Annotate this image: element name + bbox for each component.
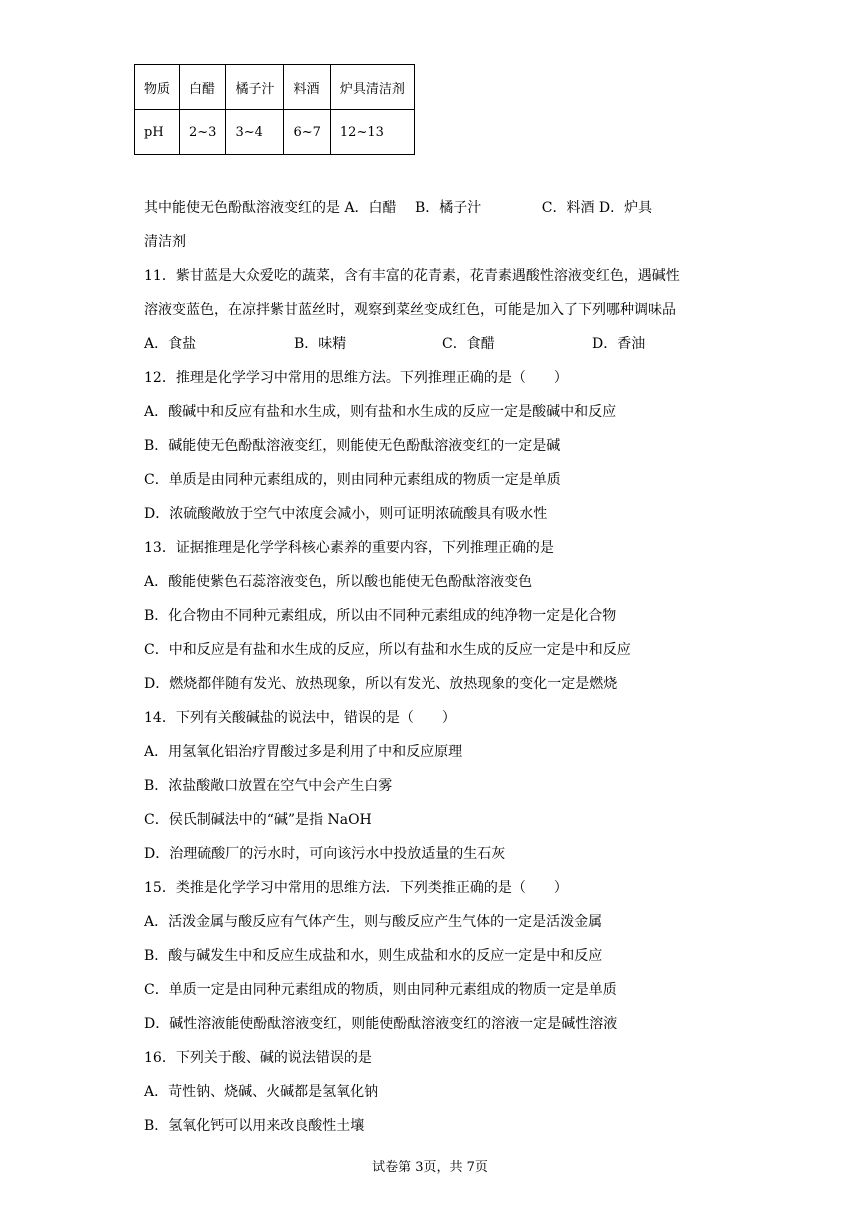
q12-option-c: C．单质是由同种元素组成的，则由同种元素组成的物质一定是单质 xyxy=(144,472,561,488)
q15-option-a: A．活泼金属与酸反应有气体产生，则与酸反应产生气体的一定是活泼金属 xyxy=(144,914,603,930)
table-cell: 12~13 xyxy=(330,110,414,155)
q14-stem: 14．下列有关酸碱盐的说法中，错误的是（ ） xyxy=(144,710,456,726)
q13-stem: 13．证据推理是化学学科核心素养的重要内容，下列推理正确的是 xyxy=(144,540,554,556)
q15-option-b: B．酸与碱发生中和反应生成盐和水，则生成盐和水的反应一定是中和反应 xyxy=(144,948,603,964)
q13-option-b: B．化合物由不同种元素组成，所以由不同种元素组成的纯净物一定是化合物 xyxy=(144,608,617,624)
q13-option-d: D．燃烧都伴随有发光、放热现象，所以有发光、放热现象的变化一定是燃烧 xyxy=(144,676,618,692)
q16-option-a: A．苛性钠、烧碱、火碱都是氢氧化钠 xyxy=(144,1084,379,1100)
table-cell: 6~7 xyxy=(284,110,330,155)
q11-option-d: D．香油 xyxy=(592,336,646,352)
q14-option-d: D．治理硫酸厂的污水时，可向该污水中投放适量的生石灰 xyxy=(144,846,506,862)
table-cell: 3~4 xyxy=(226,110,284,155)
table-cell: 白醋 xyxy=(180,65,226,110)
table-cell: 橘子汁 xyxy=(226,65,284,110)
page-footer: 试卷第 3页，共 7页 xyxy=(372,1160,488,1175)
q15-option-c: C．单质一定是由同种元素组成的物质，则由同种元素组成的物质一定是单质 xyxy=(144,982,617,998)
q13-option-a: A．酸能使紫色石蕊溶液变色，所以酸也能使无色酚酞溶液变色 xyxy=(144,574,533,590)
q11-option-a: A．食盐 xyxy=(144,336,197,352)
table-cell: 炉具清洁剂 xyxy=(330,65,414,110)
q12-option-a: A．酸碱中和反应有盐和水生成，则有盐和水生成的反应一定是酸碱中和反应 xyxy=(144,404,617,420)
q14-option-b: B．浓盐酸敞口放置在空气中会产生白雾 xyxy=(144,778,393,794)
q11-stem: 11．紫甘蓝是大众爱吃的蔬菜，含有丰富的花青素，花青素遇酸性溶液变红色，遇碱性 xyxy=(144,268,680,284)
table-cell: pH xyxy=(135,110,180,155)
table-cell: 2~3 xyxy=(180,110,226,155)
q16-option-b: B．氢氧化钙可以用来改良酸性土壤 xyxy=(144,1118,365,1134)
q14-option-a: A．用氢氧化铝治疗胃酸过多是利用了中和反应原理 xyxy=(144,744,463,760)
q11-option-c: C．食醋 xyxy=(442,336,495,352)
table-row xyxy=(135,110,415,155)
q12-option-b: B．碱能使无色酚酞溶液变红，则能使无色酚酞溶液变红的一定是碱 xyxy=(144,438,561,454)
q15-stem: 15．类推是化学学习中常用的思维方法．下列类推正确的是（ ） xyxy=(144,880,568,896)
q13-option-c: C．中和反应是有盐和水生成的反应，所以有盐和水生成的反应一定是中和反应 xyxy=(144,642,631,658)
q12-stem: 12．推理是化学学习中常用的思维方法。下列推理正确的是（ ） xyxy=(144,370,568,386)
q16-stem: 16．下列关于酸、碱的说法错误的是 xyxy=(144,1050,372,1066)
q10-options-line: 其中能使无色酚酞溶液变红的是 A．白醋 B．橘子汁 C．料酒 D．炉具 xyxy=(144,200,653,216)
q14-option-c: C．侯氏制碱法中的“碱”是指 NaOH xyxy=(144,812,372,828)
q12-option-d: D．浓硫酸敞放于空气中浓度会减小，则可证明浓硫酸具有吸水性 xyxy=(144,506,548,522)
q15-option-d: D．碱性溶液能使酚酞溶液变红，则能使酚酞溶液变红的溶液一定是碱性溶液 xyxy=(144,1016,618,1032)
q11-stem-cont: 溶液变蓝色，在凉拌紫甘蓝丝时，观察到菜丝变成红色，可能是加入了下列哪种调味品 xyxy=(144,302,676,318)
q10-options-line-cont: 清洁剂 xyxy=(144,234,186,250)
ph-table xyxy=(134,64,415,155)
q11-option-b: B．味精 xyxy=(294,336,347,352)
table-cell: 物质 xyxy=(135,65,180,110)
table-cell: 料酒 xyxy=(284,65,330,110)
table-row xyxy=(135,65,415,110)
